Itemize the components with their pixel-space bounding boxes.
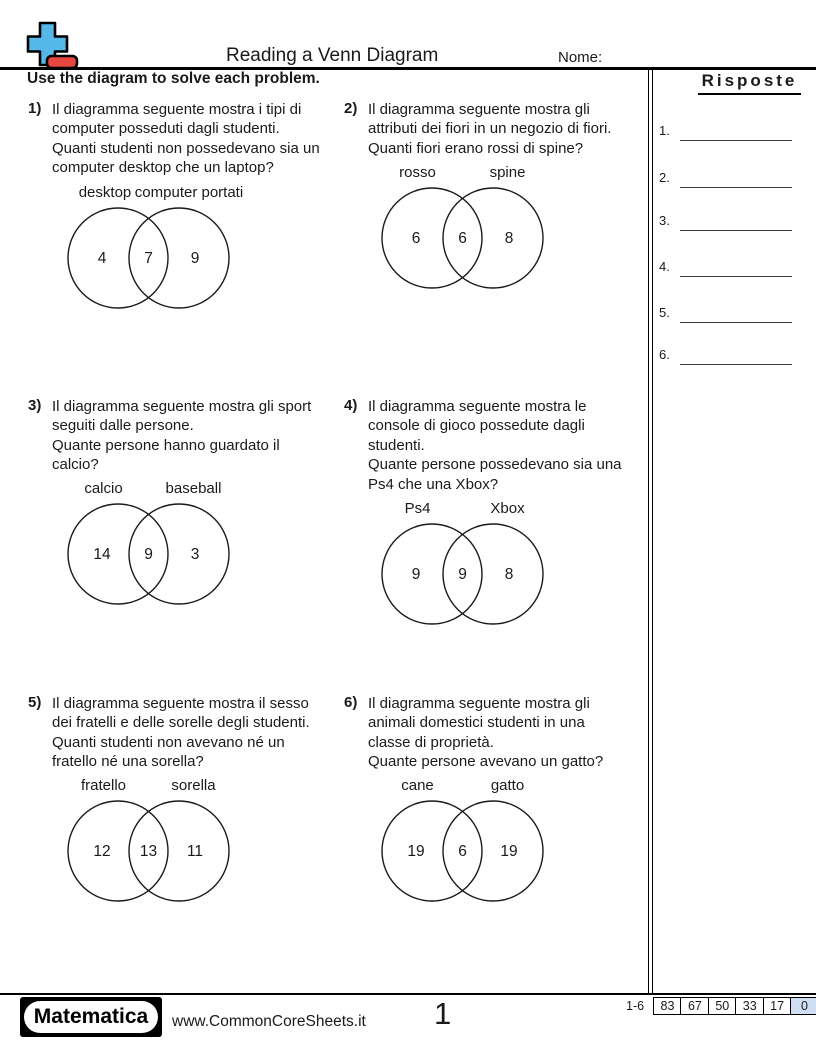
venn-both-value: 7 bbox=[144, 250, 153, 267]
page-number: 1 bbox=[434, 996, 452, 1031]
score-cell: 67 bbox=[680, 997, 709, 1015]
question-line: seguiti dalle persone. bbox=[52, 417, 194, 435]
question-line: Quanti studenti non possedevano sia un bbox=[52, 139, 320, 157]
commoncoresheets-logo bbox=[24, 18, 84, 72]
problem-1-number: 1) bbox=[28, 100, 42, 117]
question-line: fratello né una sorella? bbox=[52, 753, 204, 771]
question-line: Il diagramma seguente mostra i tipi di bbox=[52, 101, 302, 118]
venn-right-label: gatto bbox=[490, 777, 525, 794]
venn-left-value: 4 bbox=[97, 250, 107, 267]
question-line: classe di proprietà. bbox=[368, 733, 494, 751]
problem-3-number: 3) bbox=[28, 397, 42, 414]
answer-row-3 bbox=[655, 213, 816, 233]
venn-right-label: baseball bbox=[165, 480, 222, 497]
answer-number: 6. bbox=[659, 347, 670, 362]
answer-number: 5. bbox=[659, 305, 670, 320]
answer-blank-4[interactable] bbox=[680, 259, 792, 277]
question-line: console di gioco possedute dagli bbox=[368, 417, 585, 435]
problem-1-text bbox=[52, 100, 320, 178]
footer-divider bbox=[0, 993, 816, 995]
score-cell: 17 bbox=[763, 997, 792, 1015]
answer-number: 2. bbox=[659, 170, 670, 185]
venn-diagram-1 bbox=[56, 183, 256, 318]
venn-diagram-2 bbox=[370, 163, 570, 298]
score-cell-highlighted: 0 bbox=[790, 997, 816, 1015]
answer-blank-1[interactable] bbox=[680, 123, 792, 141]
answer-row-6 bbox=[655, 347, 816, 367]
venn-both-value: 6 bbox=[458, 843, 467, 860]
score-table bbox=[653, 997, 816, 1015]
venn-left-label: Ps4 bbox=[404, 500, 431, 517]
venn-diagram-6 bbox=[370, 776, 570, 911]
score-cell: 33 bbox=[735, 997, 764, 1015]
venn-left-label: rosso bbox=[399, 164, 436, 181]
venn-right-label: Xbox bbox=[490, 500, 525, 517]
venn-left-label: calcio bbox=[84, 480, 123, 497]
venn-right-value: 8 bbox=[504, 230, 514, 247]
venn-right-value: 9 bbox=[190, 250, 200, 267]
venn-diagram-4 bbox=[370, 499, 570, 634]
answer-row-1 bbox=[655, 123, 816, 143]
venn-both-value: 13 bbox=[139, 843, 158, 860]
venn-diagram-5 bbox=[56, 776, 256, 911]
problem-3-text bbox=[52, 397, 311, 475]
question-line: Ps4 che una Xbox? bbox=[368, 475, 499, 493]
name-label: Nome: bbox=[558, 49, 603, 66]
question-line: Quanti fiori erano rossi di spine? bbox=[368, 139, 584, 157]
question-line: Il diagramma seguente mostra gli bbox=[368, 695, 590, 712]
question-line: Il diagramma seguente mostra il sesso bbox=[52, 695, 309, 712]
answer-blank-3[interactable] bbox=[680, 213, 792, 231]
answer-number: 3. bbox=[659, 213, 670, 228]
answer-blank-2[interactable] bbox=[680, 170, 792, 188]
venn-left-circle bbox=[382, 801, 482, 901]
venn-left-value: 19 bbox=[407, 843, 425, 860]
page-title: Reading a Venn Diagram bbox=[226, 45, 439, 66]
venn-both-value: 9 bbox=[458, 566, 467, 583]
answers-title: Risposte bbox=[698, 71, 802, 95]
question-line: calcio? bbox=[52, 456, 99, 474]
venn-right-value: 11 bbox=[186, 843, 204, 860]
instructions-text: Use the diagram to solve each problem. bbox=[27, 70, 320, 87]
question-line: Il diagramma seguente mostra le bbox=[368, 398, 587, 415]
question-line: computer posseduti dagli studenti. bbox=[52, 120, 280, 138]
venn-both-value: 6 bbox=[458, 230, 467, 247]
problem-4-text bbox=[368, 397, 622, 494]
website-link: www.CommonCoreSheets.it bbox=[172, 1013, 366, 1030]
answers-column-divider bbox=[648, 70, 653, 993]
question-line: dei fratelli e delle sorelle degli studenti. bbox=[52, 714, 310, 732]
answer-blank-6[interactable] bbox=[680, 347, 792, 365]
question-line: studenti. bbox=[368, 436, 425, 454]
question-line: Il diagramma seguente mostra gli sport bbox=[52, 398, 312, 415]
venn-left-value: 9 bbox=[411, 566, 421, 583]
venn-left-value: 6 bbox=[411, 230, 421, 247]
venn-right-label: spine bbox=[489, 164, 526, 181]
problem-4-number: 4) bbox=[344, 397, 358, 414]
venn-left-circle bbox=[382, 524, 482, 624]
question-line: Quante persone possedevano sia una bbox=[368, 456, 622, 474]
problem-6-text bbox=[368, 694, 603, 772]
venn-right-value: 19 bbox=[500, 843, 518, 860]
venn-left-label: fratello bbox=[80, 777, 127, 794]
venn-right-label: computer portati bbox=[134, 184, 244, 201]
venn-left-circle bbox=[382, 188, 482, 288]
answers-header bbox=[669, 71, 816, 91]
venn-left-circle bbox=[68, 504, 168, 604]
venn-both-value: 9 bbox=[144, 546, 153, 563]
answer-number: 1. bbox=[659, 123, 670, 138]
venn-left-label: cane bbox=[401, 777, 434, 794]
answer-row-4 bbox=[655, 259, 816, 279]
problem-5-number: 5) bbox=[28, 694, 42, 711]
problem-5-text bbox=[52, 694, 310, 772]
question-line: Quante persone hanno guardato il bbox=[52, 436, 280, 454]
problem-2-text bbox=[368, 100, 611, 158]
answer-number: 4. bbox=[659, 259, 670, 274]
venn-right-value: 3 bbox=[190, 546, 200, 563]
venn-right-value: 8 bbox=[504, 566, 514, 583]
score-range-label: 1-6 bbox=[626, 999, 645, 1013]
score-cell: 83 bbox=[653, 997, 682, 1015]
venn-left-circle bbox=[68, 208, 168, 308]
venn-left-label: desktop bbox=[78, 184, 132, 201]
problem-2-number: 2) bbox=[344, 100, 358, 117]
question-line: computer desktop che un laptop? bbox=[52, 159, 274, 177]
question-line: Quanti studenti non avevano né un bbox=[52, 733, 285, 751]
subject-badge-label: Matematica bbox=[24, 1001, 158, 1033]
venn-diagram-3 bbox=[56, 479, 256, 614]
answer-blank-5[interactable] bbox=[680, 305, 792, 323]
question-line: Il diagramma seguente mostra gli bbox=[368, 101, 590, 118]
venn-left-value: 14 bbox=[93, 546, 111, 563]
question-line: animali domestici studenti in una bbox=[368, 714, 585, 732]
question-line: Quante persone avevano un gatto? bbox=[368, 753, 604, 771]
answer-row-5 bbox=[655, 305, 816, 325]
venn-left-value: 12 bbox=[93, 843, 111, 860]
answer-row-2 bbox=[655, 170, 816, 190]
problem-6-number: 6) bbox=[344, 694, 358, 711]
venn-right-label: sorella bbox=[171, 777, 216, 794]
score-cell: 50 bbox=[708, 997, 737, 1015]
question-line: attributi dei fiori in un negozio di fiori. bbox=[368, 120, 612, 138]
subject-badge bbox=[20, 997, 162, 1037]
